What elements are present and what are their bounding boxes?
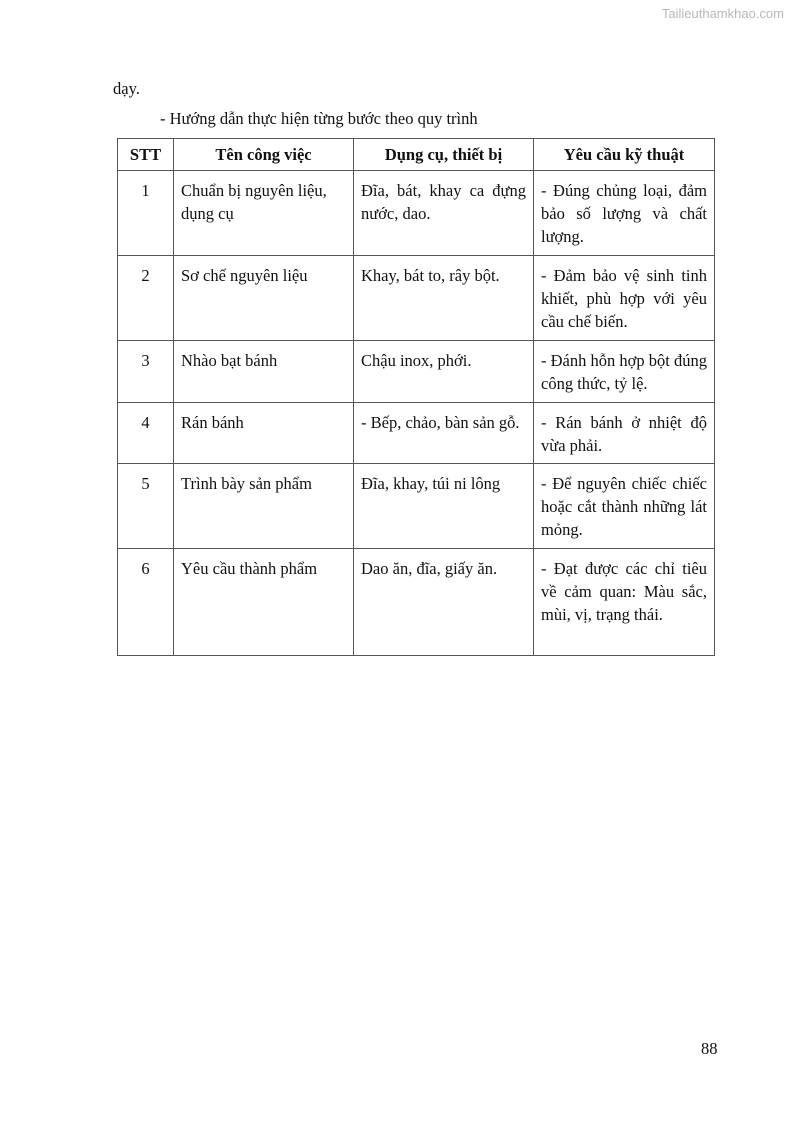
- tools-cell: - Bếp, chảo, bàn sản gỗ.: [354, 403, 534, 464]
- stt-cell: 6: [118, 549, 174, 656]
- task-cell: Rán bánh: [174, 403, 354, 464]
- header-cell: Dụng cụ, thiết bị: [354, 139, 534, 171]
- table-row: [118, 341, 715, 403]
- task-cell: Nhào bạt bánh: [174, 341, 354, 403]
- procedure-table: [117, 138, 715, 656]
- task-cell: Trình bày sản phẩm: [174, 464, 354, 549]
- stt-cell: 4: [118, 403, 174, 464]
- header-cell: Yêu cầu kỹ thuật: [534, 139, 715, 171]
- page-number: 88: [701, 1039, 718, 1058]
- requirement-cell: - Đạt được các chỉ tiêu về cảm quan: Màu sắc, mùi, vị, trạng thái.: [534, 549, 715, 656]
- requirement-cell: - Đánh hỗn hợp bột đúng công thức, tỷ lệ.: [534, 341, 715, 403]
- paragraph-text: - Hướng dẫn thực hiện từng bước theo quy trình: [160, 109, 478, 128]
- table-row: [118, 549, 715, 656]
- paragraph-text: dạy.: [113, 79, 140, 98]
- requirement-cell: - Đúng chủng loại, đảm bảo số lượng và chất lượng.: [534, 171, 715, 256]
- stt-cell: 2: [118, 256, 174, 341]
- stt-cell: 5: [118, 464, 174, 549]
- header-cell: STT: [118, 139, 174, 171]
- header-cell: Tên công việc: [174, 139, 354, 171]
- task-cell: Chuẩn bị nguyên liệu, dụng cụ: [174, 171, 354, 256]
- stt-cell: 3: [118, 341, 174, 403]
- tools-cell: Khay, bát to, rây bột.: [354, 256, 534, 341]
- task-cell: Sơ chế nguyên liệu: [174, 256, 354, 341]
- watermark: Tailieuthamkhao.com: [661, 6, 784, 21]
- tools-cell: Đĩa, bát, khay ca đựng nước, dao.: [354, 171, 534, 256]
- requirement-cell: - Rán bánh ở nhiệt độ vừa phải.: [534, 403, 715, 464]
- table-row: [118, 171, 715, 256]
- tools-cell: Chậu inox, phới.: [354, 341, 534, 403]
- requirement-cell: - Đảm bảo vệ sinh tinh khiết, phù hợp với yêu cầu chế biến.: [534, 256, 715, 341]
- tools-cell: Dao ăn, đĩa, giấy ăn.: [354, 549, 534, 656]
- task-cell: Yêu cầu thành phẩm: [174, 549, 354, 656]
- table-row: [118, 256, 715, 341]
- stt-cell: 1: [118, 171, 174, 256]
- requirement-cell: - Để nguyên chiếc chiếc hoặc cắt thành những lát mỏng.: [534, 464, 715, 549]
- table-row: [118, 403, 715, 464]
- table-header-row: [118, 139, 715, 171]
- tools-cell: Đĩa, khay, túi ni lông: [354, 464, 534, 549]
- table-row: [118, 464, 715, 549]
